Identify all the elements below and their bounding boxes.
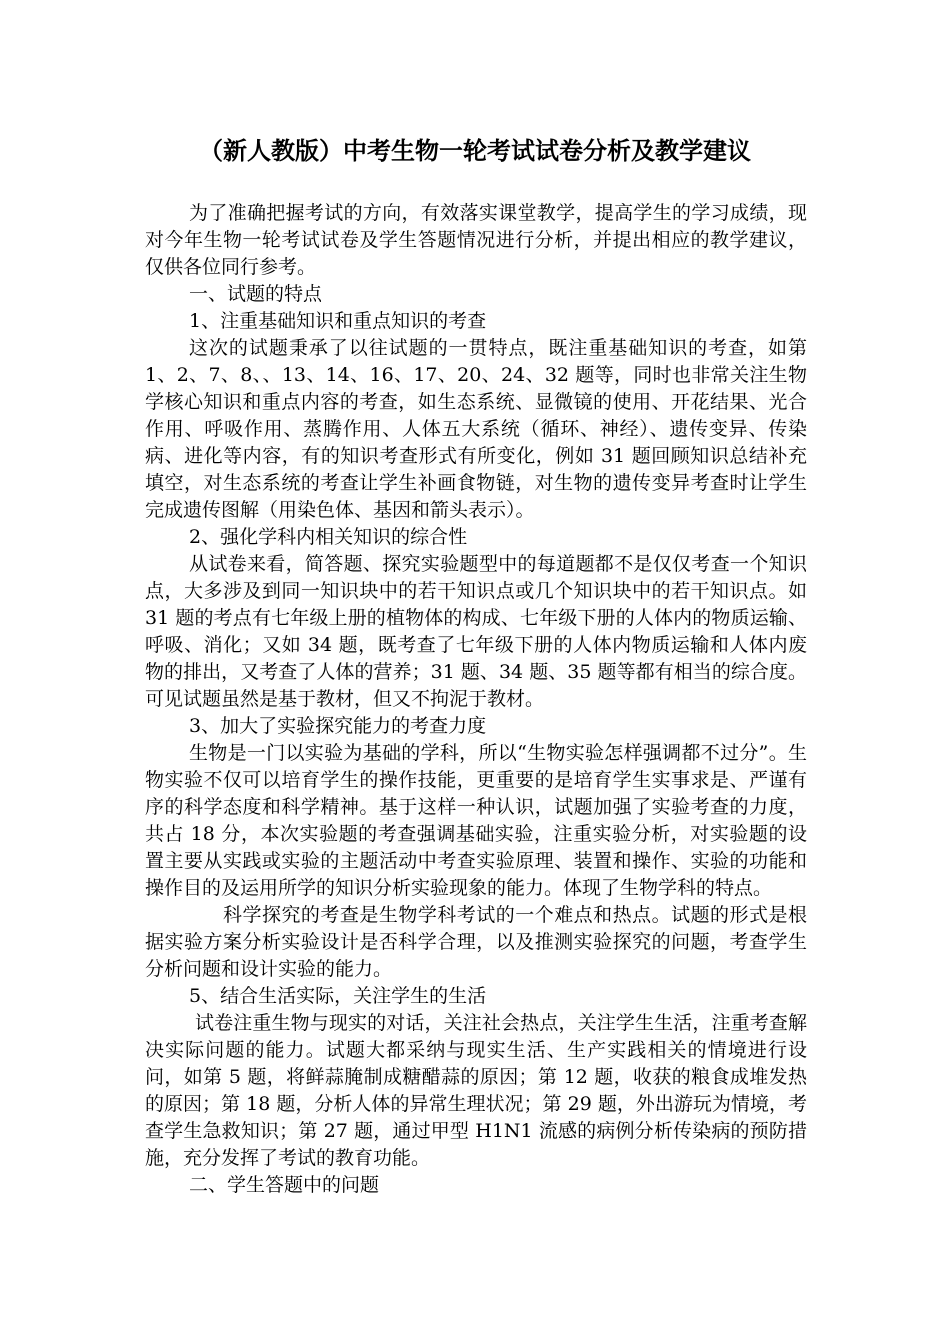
subheading-1: 1、注重基础知识和重点知识的考查 xyxy=(189,310,487,332)
section-heading-1: 一、试题的特点 xyxy=(189,283,323,305)
paragraph-basic-knowledge: 这次的试题秉承了以往试题的一贯特点，既注重基础知识的考查，如第 1、2、7、8、、13、14、16、17、20、24、32 题等，同时也非常关注生物学核心知识和重点内容的考查，如生态系统、显微镜的使用、开花结果、光合作用、呼吸作用、蒸腾作用、人体五大系统（循环、神经）、遗传变异、传染病、进化等内容，有的知识考查形式有所变化，例如 31 题回顾知识总结补充填空，对生态系统的考查让学生补画食物链，对生物的遗传变异考查时让学生完成遗传图解（用染色体、基因和箭头表示）。 xyxy=(145,337,807,521)
paragraph-comprehensive: 从试卷来看，简答题、探究实验题型中的每道题都不是仅仅考查一个知识点，大多涉及到同一知识块中的若干知识点或几个知识块中的若干知识点。如 31 题的考点有七年级上册的植物体的构成、七年级下册的人体内的物质运输、呼吸、消化；又如 34 题，既考查了七年级下册的人体内物质运输和人体内废物的排出，又考查了人体的营养；31 题、34 题、35 题等都有相当的综合度。可见试题虽然是基于教材，但又不拘泥于教材。 xyxy=(145,553,807,710)
subheading-5: 5、结合生活实际，关注学生的生活 xyxy=(189,985,487,1007)
paragraph-experiment: 生物是一门以实验为基础的学科，所以“生物实验怎样强调都不过分”。生物实验不仅可以培育学生的操作技能，更重要的是培育学生实事求是、严谨有序的科学态度和科学精神。基于这样一种认识，试题加强了实验考查的力度，共占 18 分，本次实验题的考查强调基础实验，注重实验分析，对实验题的设置主要从实践或实验的主题活动中考查实验原理、装置和操作、实验的功能和操作目的及运用所学的知识分析实验现象的能力。体现了生物学科的特点。 xyxy=(145,742,807,899)
intro-paragraph: 为了准确把握考试的方向，有效落实课堂教学，提高学生的学习成绩，现对今年生物一轮考试试卷及学生答题情况进行分析，并提出相应的教学建议，仅供各位同行参考。 xyxy=(145,202,807,278)
paragraph-life: 试卷注重生物与现实的对话，关注社会热点，关注学生生活，注重考查解决实际问题的能力。试题大都采纳与现实生活、生产实践相关的情境进行设问，如第 5 题，将鲜蒜腌制成糖醋蒜的原因；第 12 题，收获的粮食成堆发热的原因；第 18 题，分析人体的异常生理状况；第 29 题，外出游玩为情境，考查学生急救知识；第 27 题，通过甲型 H1N1 流感的病例分析传染病的预防措施，充分发挥了考试的教育功能。 xyxy=(145,1012,807,1169)
document-title: （新人教版）中考生物一轮考试试卷分析及教学建议 xyxy=(199,137,751,165)
subheading-3: 3、加大了实验探究能力的考查力度 xyxy=(189,715,487,737)
document-body xyxy=(145,200,807,1199)
section-heading-2: 二、学生答题中的问题 xyxy=(189,1174,380,1196)
paragraph-inquiry: 科学探究的考查是生物学科考试的一个难点和热点。试题的形式是根据实验方案分析实验设计是否科学合理，以及推测实验探究的问题，考查学生分析问题和设计实验的能力。 xyxy=(145,904,807,980)
subheading-2: 2、强化学科内相关知识的综合性 xyxy=(189,526,468,548)
